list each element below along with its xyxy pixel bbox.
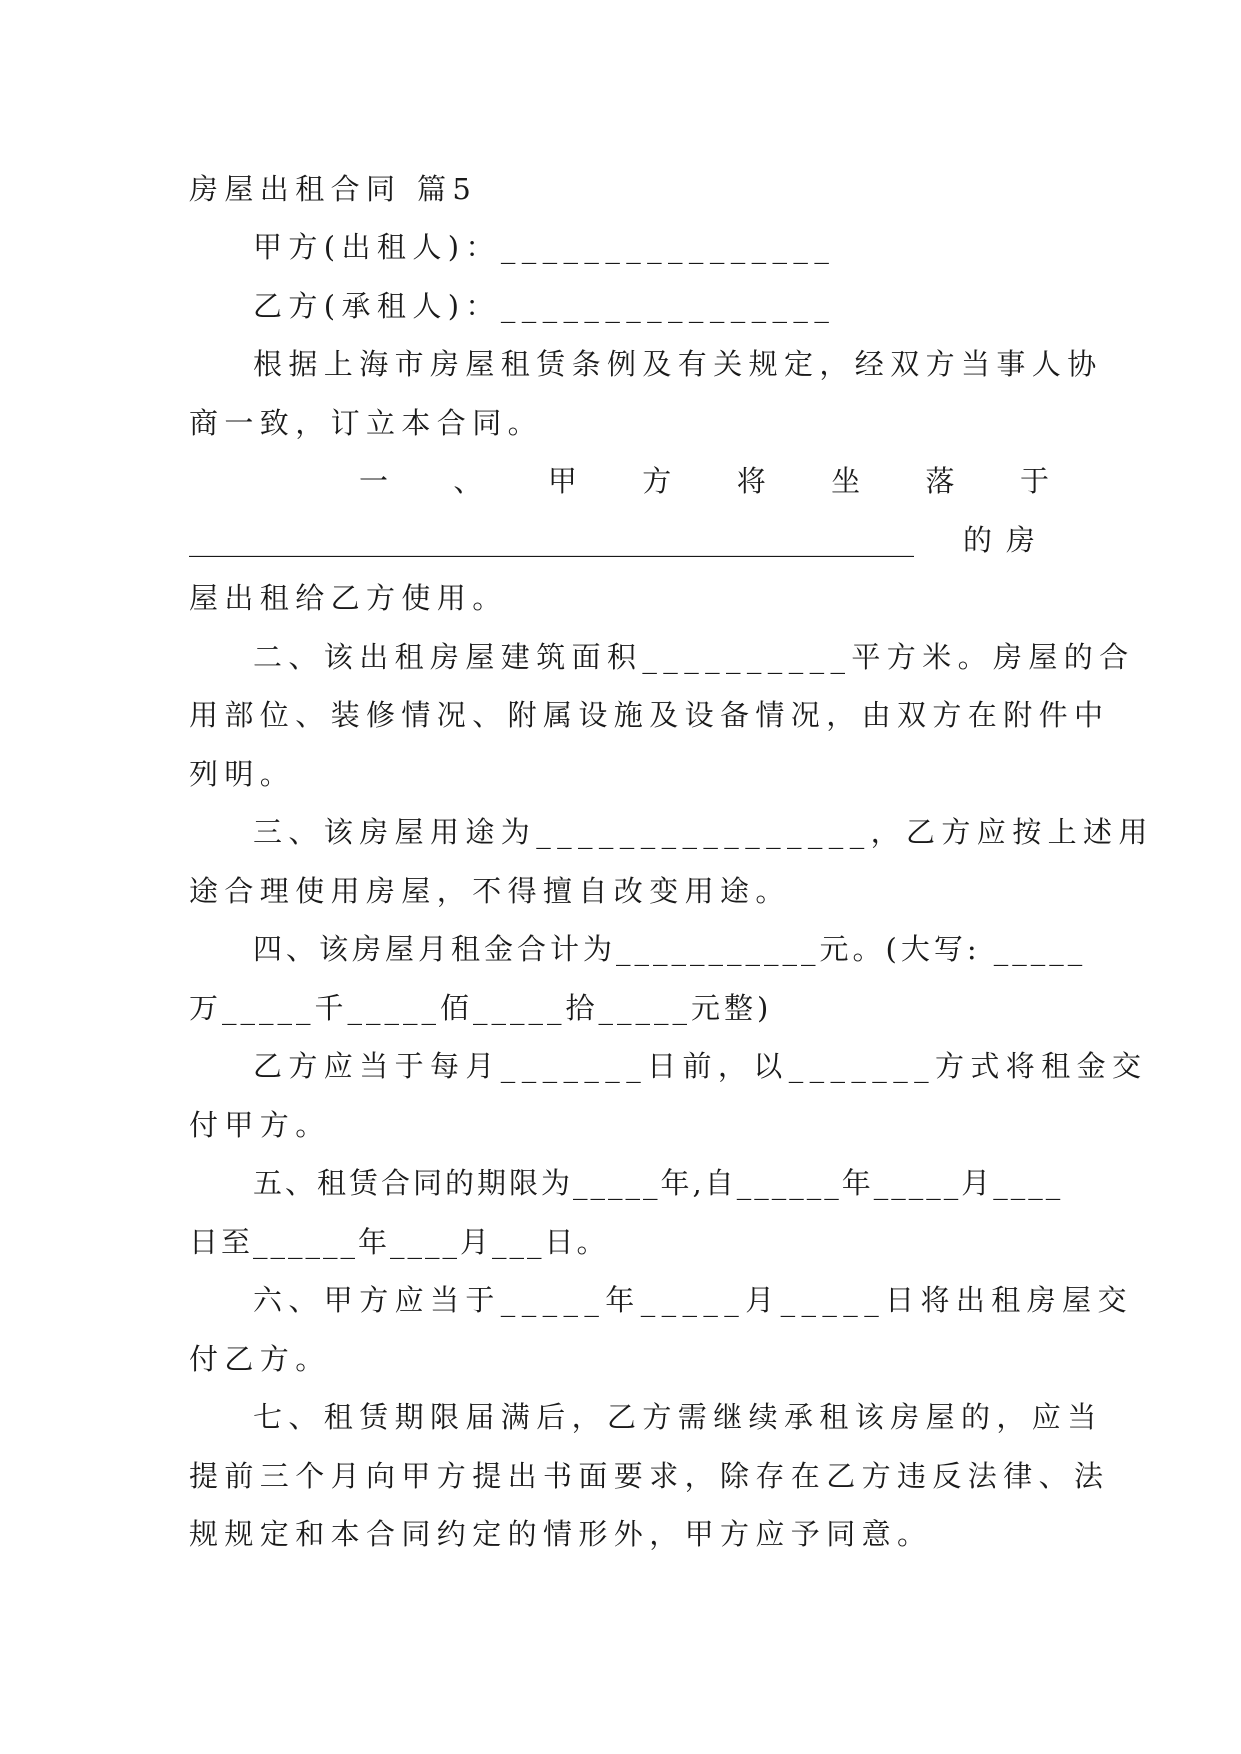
address-blank: __________________________________________________ (189, 522, 914, 557)
clause-5-line-2: 日至______年____月___日。 (189, 1224, 609, 1259)
clause-1-tail: 的房 (962, 522, 1049, 557)
clause-6-line-2: 付乙方。 (189, 1341, 331, 1376)
spread-char: 将 (736, 464, 766, 498)
clause-7-line-3: 规规定和本合同约定的情形外，甲方应予同意。 (189, 1517, 933, 1551)
clause-6-line-1: 六、甲方应当于_____年_____月_____日将出租房屋交 (253, 1283, 1133, 1317)
spread-char: 坐 (831, 464, 861, 498)
spread-char: 于 (1019, 464, 1049, 498)
clause-2-line-1: 二、该出租房屋建筑面积__________平方米。房屋的合 (253, 639, 1135, 674)
document-title: 房屋出租合同 篇5 (189, 172, 478, 206)
clause-2-line-3: 列明。 (189, 756, 296, 791)
clause-4-line-2: 万_____千_____佰_____拾_____元整) (189, 990, 773, 1025)
clause-3-line-2: 途合理使用房屋，不得擅自改变用途。 (189, 873, 791, 908)
clause-5-line-1: 五、租赁合同的期限为_____年,自______年_____月____ (253, 1166, 1064, 1200)
spread-char: 落 (925, 464, 955, 498)
spread-char: 方 (642, 464, 672, 498)
preamble-line-1: 根据上海市房屋租赁条例及有关规定，经双方当事人协 (253, 347, 1103, 381)
clause-1-line-3: 屋出租给乙方使用。 (189, 581, 508, 615)
payment-line-1: 乙方应当于每月_______日前，以_______方式将租金交 (253, 1049, 1148, 1083)
clause-7-line-2: 提前三个月向甲方提出书面要求，除存在乙方违反法律、法 (189, 1458, 1110, 1493)
clause-1-line-1 (189, 452, 1049, 511)
clause-7-line-1: 七、租赁期限届满后，乙方需继续承租该房屋的，应当 (253, 1400, 1103, 1434)
preamble-line-2: 商一致，订立本合同。 (189, 405, 544, 440)
clause-3-line-1: 三、该房屋用途为________________，乙方应按上述用 (253, 815, 1154, 849)
spread-char: 、 (453, 464, 483, 498)
spread-char: 甲 (547, 464, 577, 498)
payment-line-2: 付甲方。 (189, 1107, 331, 1142)
party-b-line: 乙方(承租人)：________________ (253, 288, 836, 323)
clause-4-line-1: 四、该房屋月租金合计为___________元。(大写: _____ (253, 932, 1087, 966)
document-page (189, 160, 1154, 1564)
spread-char: 一 (359, 464, 389, 498)
clause-1-line-2 (189, 511, 1049, 570)
party-a-line: 甲方(出租人)：________________ (253, 230, 836, 264)
clause-2-line-2: 用部位、装修情况、附属设施及设备情况，由双方在附件中 (189, 698, 1110, 732)
